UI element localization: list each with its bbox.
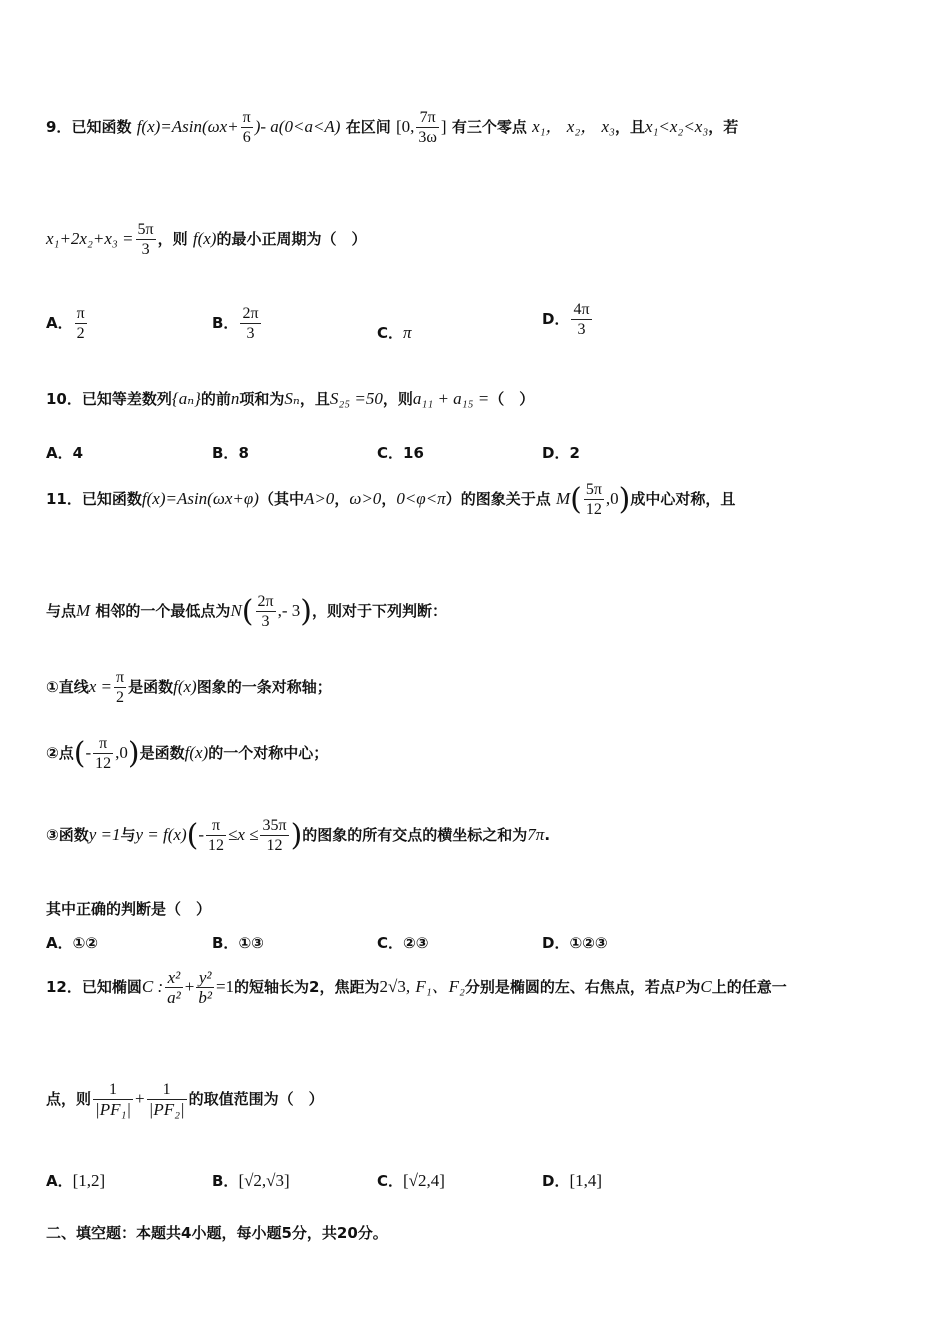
q9-option-b[interactable]: B． $\frac{2\pi}{3}$ (212, 305, 259, 342)
q11-line1: 11．已知函数f(x)=Asin(ωx+φ)（其中A>0，ω>0，0<φ<π）的图象关于点 M( $\frac{5\pi}{12}$ ,0)成中心对称，且 (46, 481, 736, 518)
q9-option-d[interactable]: D． $\frac{4\pi}{3}$ (542, 301, 590, 338)
q11-option-a[interactable]: A．①② (46, 934, 99, 952)
section-2-heading: 二、填空题：本题共4小题，每小题5分，共20分。 (46, 1224, 388, 1242)
q11-statement-2: ②点(- $\frac{\pi}{12}$ ,0)是函数f(x)的一个对称中心； (46, 735, 329, 772)
q12-option-d[interactable]: D．[1,4] (542, 1171, 603, 1190)
q12-line1: 12．已知椭圆C : $\frac{\text{x²}}{\text{a²}}$ + $\frac{\text{y²}}{\text{b²}}$ =1的短轴长为2，焦距为2√3, F₁、F₂分别是椭圆的左、右焦点，若点P为C上的任意一 (46, 968, 787, 1007)
q9-function: f(x)=Asin(ωx+ (136, 117, 239, 136)
q11-statement-3: ③函数y =1与y = f(x)(- $\frac{\pi}{12}$ ≤x ≤ $\frac{35\pi}{12}$ )的图象的所有交点的横坐标之和为7π. (46, 817, 551, 854)
q11-option-c[interactable]: C．②③ (377, 934, 429, 952)
q11-judge: 其中正确的判断是（ ） (46, 900, 212, 918)
q10-option-d[interactable]: D．2 (542, 444, 580, 462)
q11-line2: 与点M 相邻的一个最低点为N( $\frac{2\pi}{3}$ ,- 3)，则对于下列判断： (46, 593, 447, 630)
q10-option-c[interactable]: C．16 (377, 444, 424, 462)
q9-interval-fraction: $\frac{7\pi}{3\omega}$ (418, 109, 437, 146)
q12-line2: 点，则 $\frac{1}{\text{|PF₁|}}$ + $\frac{1}{\text{|PF₂|}}$ 的取值范围为（ ） (46, 1081, 324, 1119)
q9-fraction: $\frac{\pi}{6}$ (242, 109, 251, 146)
q9-line1: 9．已知函数 f(x)=Asin(ωx+ $\frac{\pi}{6}$ )- a(0<a<A) 在区间 [0, $\frac{7\pi}{3\omega}$ ] 有三个零点 x₁， x₂， x₃，且x₁<x₂<x₃，若 (46, 109, 739, 146)
q11-statement-1: ①直线x = $\frac{\pi}{2}$ 是函数f(x)图象的一条对称轴； (46, 669, 332, 706)
q12-option-b[interactable]: B．[√2,√3] (212, 1171, 290, 1190)
q9-option-c[interactable]: C．π (377, 323, 412, 342)
q9-line2: x₁+2x₂+x₃ = $\frac{5\pi}{3}$ ，则 f(x)的最小正周期为（ ） (46, 221, 367, 258)
q9-option-a[interactable]: A． $\frac{\pi}{2}$ (46, 305, 85, 342)
q12-option-c[interactable]: C．[√2,4] (377, 1171, 445, 1190)
q12-option-a[interactable]: A．[1,2] (46, 1171, 106, 1190)
q10-option-b[interactable]: B．8 (212, 444, 249, 462)
q11-option-d[interactable]: D．①②③ (542, 934, 608, 952)
q10-line: 10．已知等差数列{aₙ}的前n项和为Sₙ，且S₂₅ =50，则a₁₁ + a₁₅ =（ ） (46, 389, 535, 408)
q11-option-b[interactable]: B．①③ (212, 934, 264, 952)
q9-cond-fraction: $\frac{5\pi}{3}$ (137, 221, 154, 258)
q10-option-a[interactable]: A．4 (46, 444, 84, 462)
